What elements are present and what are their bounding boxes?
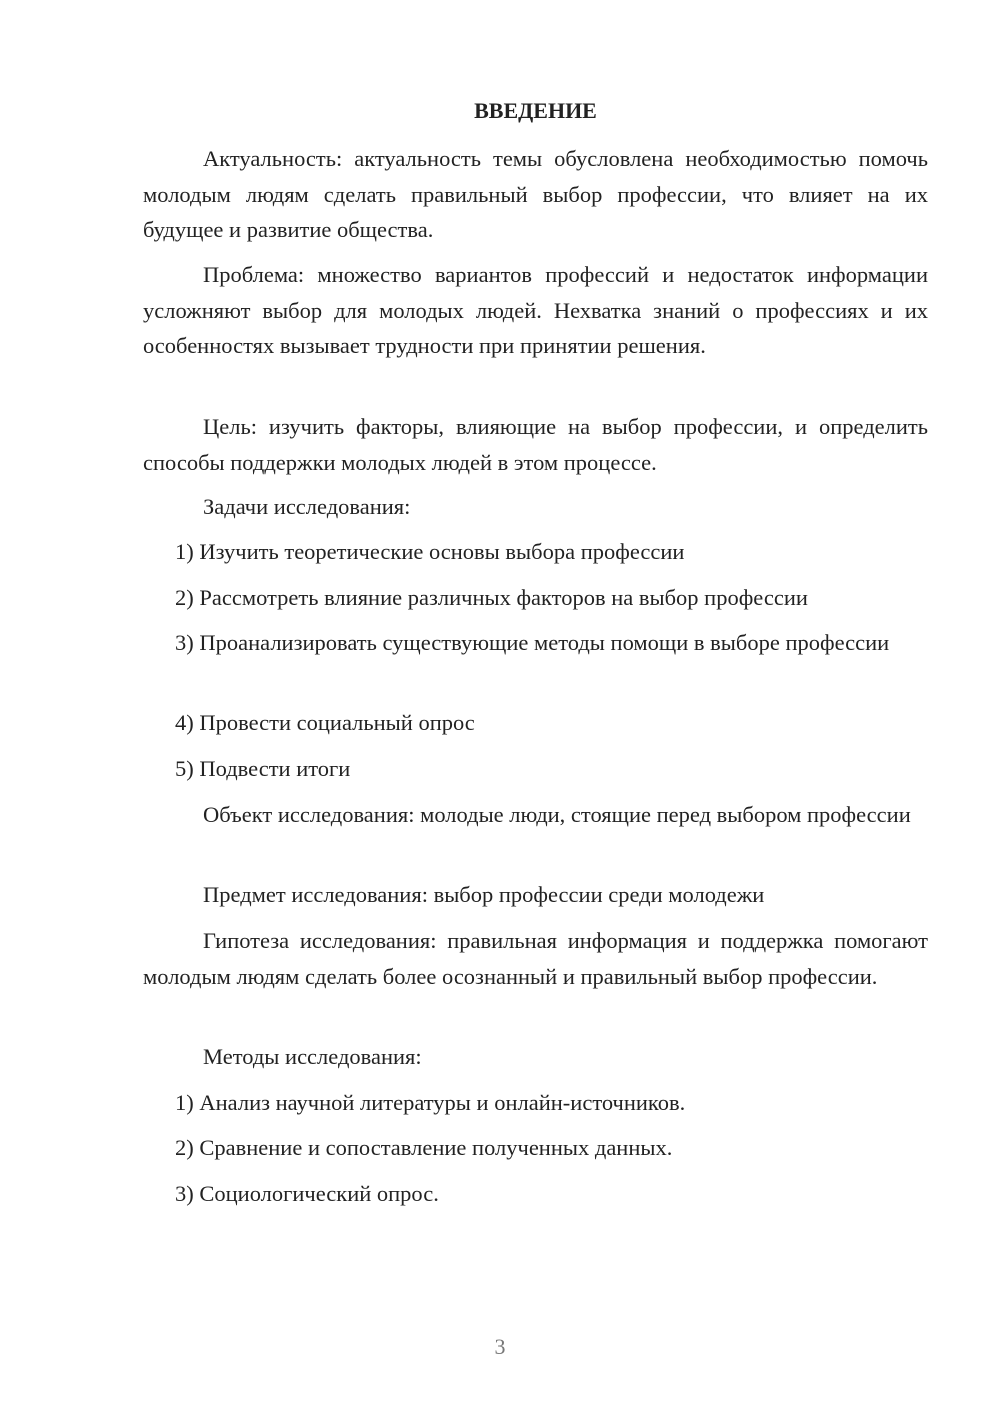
paragraph-relevance: Актуальность: актуальность темы обусловлена необходимостью помочь молодым людям сделать правильный выбор профессии, что влияет на их будущее и развитие общества. [143, 146, 928, 242]
page-number: 3 [494, 1334, 506, 1359]
paragraph-problem: Проблема: множество вариантов профессий и недостаток информации усложняют выбор для молодых людей. Нехватка знаний о профессиях и их особенностях вызывает трудности при принятии решения. [143, 262, 928, 358]
list-item-task-3: 3) Проанализировать существующие методы помощи в выборе профессии [175, 630, 890, 655]
list-item-method-3: 3) Социологический опрос. [175, 1181, 439, 1206]
section-title: ВВЕДЕНИЕ [474, 98, 597, 123]
list-item-task-2: 2) Рассмотреть влияние различных факторов на выбор профессии [175, 585, 808, 610]
list-item-task-1: 1) Изучить теоретические основы выбора профессии [175, 539, 685, 564]
list-item-method-2: 2) Сравнение и сопоставление полученных данных. [175, 1135, 673, 1160]
paragraph-methods-heading: Методы исследования: [203, 1044, 422, 1069]
paragraph-subject: Предмет исследования: выбор профессии среди молодежи [203, 882, 765, 907]
list-item-method-1: 1) Анализ научной литературы и онлайн-источников. [175, 1090, 686, 1115]
paragraph-object: Объект исследования: молодые люди, стоящие перед выбором профессии [203, 802, 911, 827]
paragraph-goal: Цель: изучить факторы, влияющие на выбор профессии, и определить способы поддержки молодых людей в этом процессе. [143, 414, 928, 475]
paragraph-hypothesis: Гипотеза исследования: правильная информация и поддержка помогают молодым людям сделать более осознанный и правильный выбор профессии. [143, 928, 928, 989]
list-item-task-4: 4) Провести социальный опрос [175, 710, 475, 735]
paragraph-tasks-heading: Задачи исследования: [203, 494, 411, 519]
list-item-task-5: 5) Подвести итоги [175, 756, 351, 781]
